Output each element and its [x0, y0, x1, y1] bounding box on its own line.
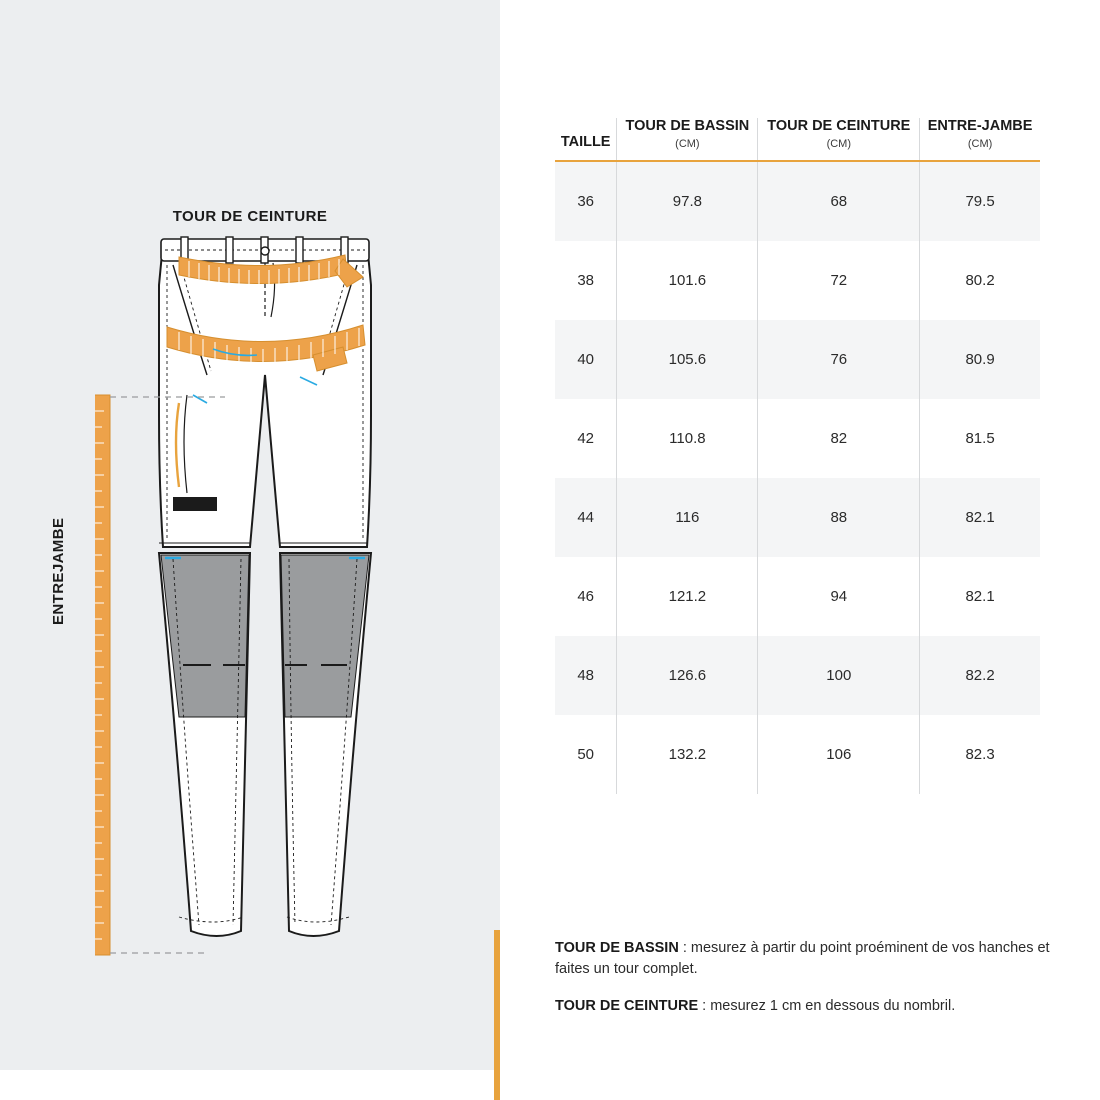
cell-waist: 106: [758, 715, 920, 794]
cell-size: 38: [577, 272, 594, 290]
column-header-inseam: ENTRE-JAMBE (CM): [920, 118, 1040, 161]
column-unit-hip: (CM): [675, 137, 700, 150]
cell-waist: 94: [758, 557, 920, 636]
table-row: [555, 161, 1040, 241]
column-header-waist: TOUR DE CEINTURE (CM): [758, 118, 920, 161]
cell-waist: 68: [758, 161, 920, 241]
table-body: [555, 161, 1040, 794]
note-hip-title: TOUR DE BASSIN: [555, 940, 679, 956]
cell-waist: 76: [758, 320, 920, 399]
cell-hip: 116: [617, 478, 758, 557]
cell-inseam: 79.5: [920, 161, 1040, 241]
cell-size: 44: [555, 478, 617, 557]
column-header-size: TAILLE: [560, 133, 611, 150]
pants-illustration: [95, 225, 435, 965]
column-unit-inseam: (CM): [967, 137, 993, 150]
cell-size: 36: [555, 161, 617, 241]
cell-hip: 101.6: [617, 241, 758, 320]
cell-inseam: 80.9: [920, 320, 1040, 399]
column-unit-waist: (CM): [826, 137, 852, 150]
cell-hip: 105.6: [617, 320, 758, 399]
illustration-panel: [0, 0, 500, 1070]
cell-size: 46: [577, 588, 594, 606]
cell-size: 50: [577, 746, 594, 764]
note-waist: [555, 996, 1050, 1017]
waist-measure-label: TOUR DE CEINTURE: [172, 208, 328, 225]
cell-hip: 121.2: [617, 557, 758, 636]
table-row: [555, 399, 1040, 478]
cell-hip: 126.6: [617, 636, 758, 715]
cell-inseam: 82.3: [920, 715, 1040, 794]
cell-waist: 100: [758, 636, 920, 715]
size-table-panel: [500, 0, 1100, 1100]
cell-waist: 88: [758, 478, 920, 557]
note-hip: [555, 938, 1050, 980]
note-waist-text: : mesurez 1 cm en dessous du nombril.: [698, 998, 956, 1015]
cell-hip: 132.2: [617, 715, 758, 794]
cell-inseam: 81.5: [920, 399, 1040, 478]
cell-waist: 72: [758, 241, 920, 320]
cell-size: 48: [555, 636, 617, 715]
measurement-notes: [555, 938, 1050, 1033]
cell-hip: 97.8: [617, 161, 758, 241]
table-row: [555, 715, 1040, 794]
table-row: [555, 636, 1040, 715]
cell-inseam: 82.2: [920, 636, 1040, 715]
cell-hip: 110.8: [617, 399, 758, 478]
table-row: [555, 478, 1040, 557]
note-waist-title: TOUR DE CEINTURE: [555, 998, 699, 1015]
cell-size: 40: [555, 320, 617, 399]
cell-inseam: 82.1: [920, 478, 1040, 557]
cell-inseam: 80.2: [920, 241, 1040, 320]
size-chart-table: [555, 118, 1040, 794]
table-header: [555, 118, 1040, 161]
table-row: [555, 320, 1040, 399]
cell-waist: 82: [758, 399, 920, 478]
table-row: [555, 241, 1040, 320]
column-header-hip: TOUR DE BASSIN (CM): [617, 118, 758, 161]
cell-inseam: 82.1: [920, 557, 1040, 636]
cell-size: 42: [577, 430, 594, 448]
inseam-measure-label: ENTREJAMBE: [50, 517, 67, 625]
table-row: [555, 557, 1040, 636]
note-hip-text: : mesurez à partir du point proéminent de vos hanches et faites un tour complet.: [555, 940, 1050, 978]
